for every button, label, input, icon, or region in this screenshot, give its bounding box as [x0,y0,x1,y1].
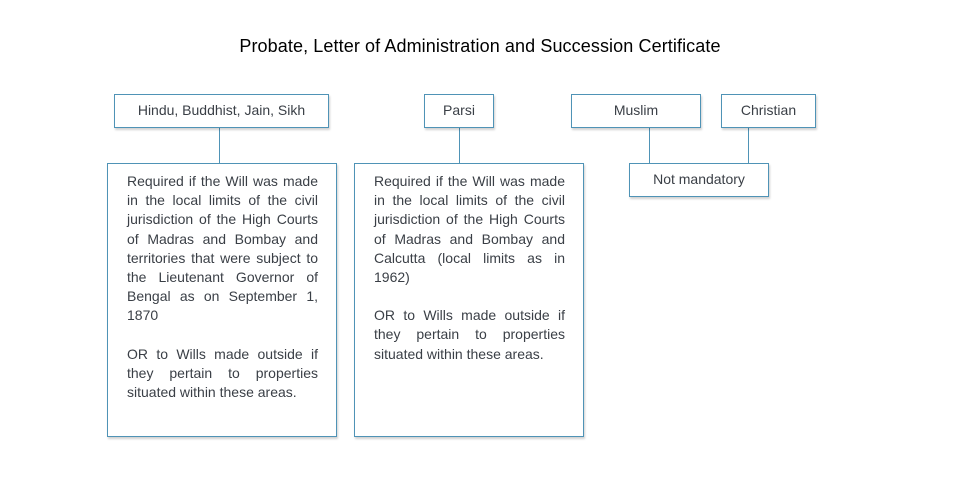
not-mandatory-label: Not mandatory [653,171,745,187]
connector-christian [748,127,749,164]
header-label-hindu: Hindu, Buddhist, Jain, Sikh [137,102,306,118]
header-box-hindu [114,94,329,128]
connector-parsi [459,127,460,164]
detail-hindu-requirement: Required if the Will was made in the local limits of the civil jurisdiction of the High Courts of Madras and Bombay and territories that were subject to the Lieutenant Governor of Bengal as on September 1, 1870 [127,173,318,324]
header-box-parsi [424,94,494,128]
detail-hindu-or-clause: OR to Wills made outside if they pertain to properties situated within these areas. [127,345,318,401]
header-box-muslim [571,94,701,128]
header-box-christian [721,94,816,128]
diagram-title: Probate, Letter of Administration and Succession Certificate [239,36,721,56]
detail-box-parsi [354,163,584,437]
header-label-christian: Christian [740,102,797,118]
detail-parsi-requirement: Required if the Will was made in the local limits of the civil jurisdiction of the High Courts of Madras and Bombay and Calcutta (local limits as in 1962) [374,173,565,286]
not-mandatory-box [629,163,769,197]
detail-box-hindu [107,163,337,437]
connector-muslim [649,127,650,164]
detail-parsi-or-clause: OR to Wills made outside if they pertain to properties situated within these areas. [374,307,565,362]
header-label-muslim: Muslim [613,102,659,118]
connector-hindu [219,127,220,164]
header-label-parsi: Parsi [443,102,475,118]
